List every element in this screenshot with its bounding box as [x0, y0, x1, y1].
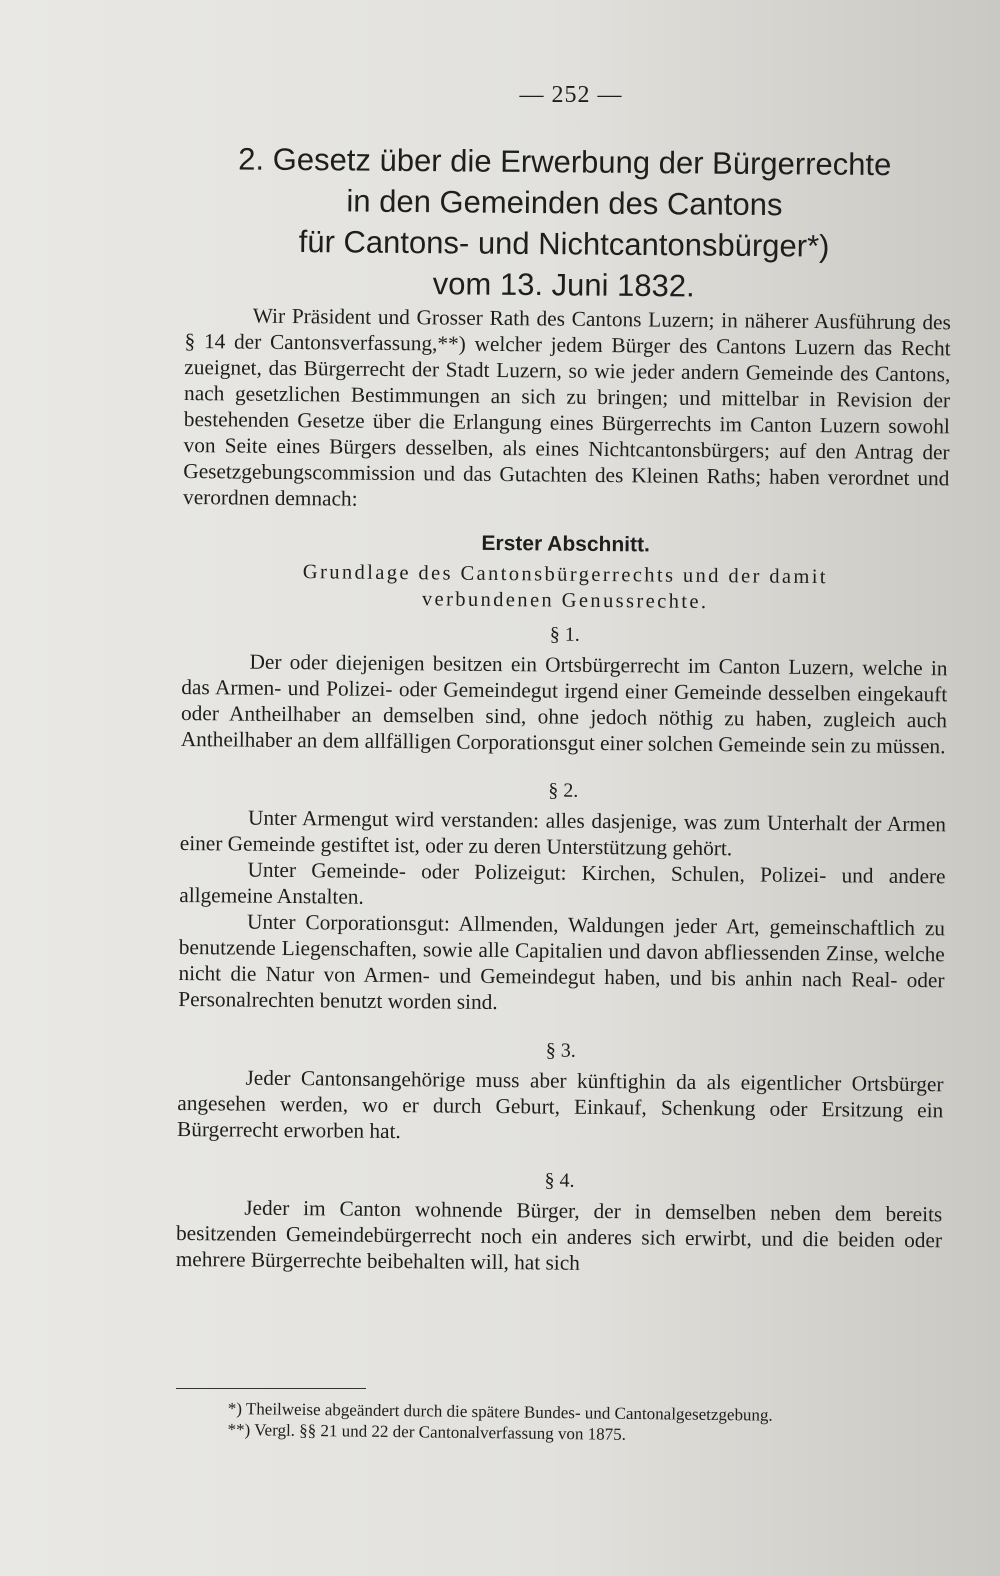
- section-subheading: [182, 558, 948, 617]
- footnote-2: **) Vergl. §§ 21 und 22 der Cantonalverfassung von 1875.: [227, 1419, 627, 1444]
- paragraph-mark-4: § 4.: [544, 1169, 575, 1192]
- footnote-divider: [176, 1388, 366, 1389]
- paragraph-4-text: Jeder im Canton wohnende Bürger, der in demselben neben dem bereits besitzenden Gemeindebürgerrecht noch ein anderes sich erwirbt, und die beiden oder mehrere Bürgerrechte beibehalten will, hat sich: [175, 1195, 943, 1275]
- section-subheading-line: Grundlage des Cantonsbürgerrechts und der damit: [302, 561, 829, 589]
- paragraph-mark-1: § 1.: [549, 623, 580, 646]
- footnote-1: *) Theilweise abgeändert durch die spätere Bundes- und Cantonalgesetzgebung.: [227, 1398, 773, 1425]
- paragraph-mark-2: § 2.: [548, 779, 579, 802]
- document-body: [176, 302, 951, 1279]
- paragraph-1-text: Der oder diejenigen besitzen ein Ortsbürgerrecht im Canton Luzern, welche in das Armen- und Polizei- oder Gemeindegut irgend einer Gemeinde desselben eingekauft oder Antheilhaber an demselben sind, ohne jedoch nöthig zu haben, zugleich auch Antheilhaber an dem allfälligen Corporationsgut einer solchen Gemeinde sein zu müssen.: [180, 649, 948, 759]
- paragraph-2-text-1: Unter Armengut wird verstanden: alles dasjenige, was zum Unterhalt der Armen einer Gemeinde gestiftet ist, oder zu deren Unterstützung gehört.: [179, 805, 947, 861]
- section-heading: Erster Abschnitt.: [481, 531, 651, 557]
- page-number: — 252 —: [519, 82, 623, 108]
- paragraph-2-text-2: Unter Gemeinde- oder Polizeigut: Kirchen, Schulen, Polizei- und andere allgemeine Anstalten.: [179, 857, 946, 909]
- section-subheading-line: verbundenen Genussrechte.: [421, 588, 709, 614]
- footnotes: [227, 1398, 947, 1449]
- paragraph-mark-3: § 3.: [545, 1039, 576, 1062]
- paragraph-3-text: Jeder Cantonsangehörige muss aber künftighin da als eigentlicher Ortsbürger angesehen werden, wo er durch Geburt, Einkauf, Schenkung oder Ersitzung ein Bürgerrecht erworben hat.: [176, 1065, 944, 1144]
- title-line: für Cantons- und Nichtcantonsbürger*): [298, 223, 830, 264]
- law-title: [184, 138, 945, 309]
- title-line: vom 13. Juni 1832.: [432, 266, 695, 304]
- preamble-paragraph: Wir Präsident und Grosser Rath des Cantons Luzern; in näherer Ausführung des § 14 der Cantonsverfassung,**) welcher jedem Bürger des Cantons Luzern das Recht zueignet, das Bürgerrecht der Stadt Luzern, so wie jeder andern Gemeinde des Cantons, nach gesetzlichen Bestimmungen an sich zu bringen; und mittelbar in Revision der bestehenden Gesetze über die Erlangung eines Bürgerrechts im Canton Luzern sowohl von Seite eines Bürgers desselben, als eines Nichtcantonsbürgers; auf den Antrag der Gesetzgebungscommission und das Gutachten des Kleinen Raths; haben verordnet und verordnen demnach:: [183, 303, 951, 511]
- title-line: 2. Gesetz über die Erwerbung der Bürgerrechte: [238, 141, 892, 183]
- title-line: in den Gemeinden des Cantons: [346, 183, 783, 223]
- paragraph-2-text-3: Unter Corporationsgut: Allmenden, Waldungen jeder Art, gemeinschaftlich zu benutzende Liegenschaften, sowie alle Capitalien und davon abfliessenden Zinse, welche nicht die Natur von Armen- und Gemeindegut haben, und bis anhin nach Real- oder Personalrechten benutzt worden sind.: [178, 909, 946, 1015]
